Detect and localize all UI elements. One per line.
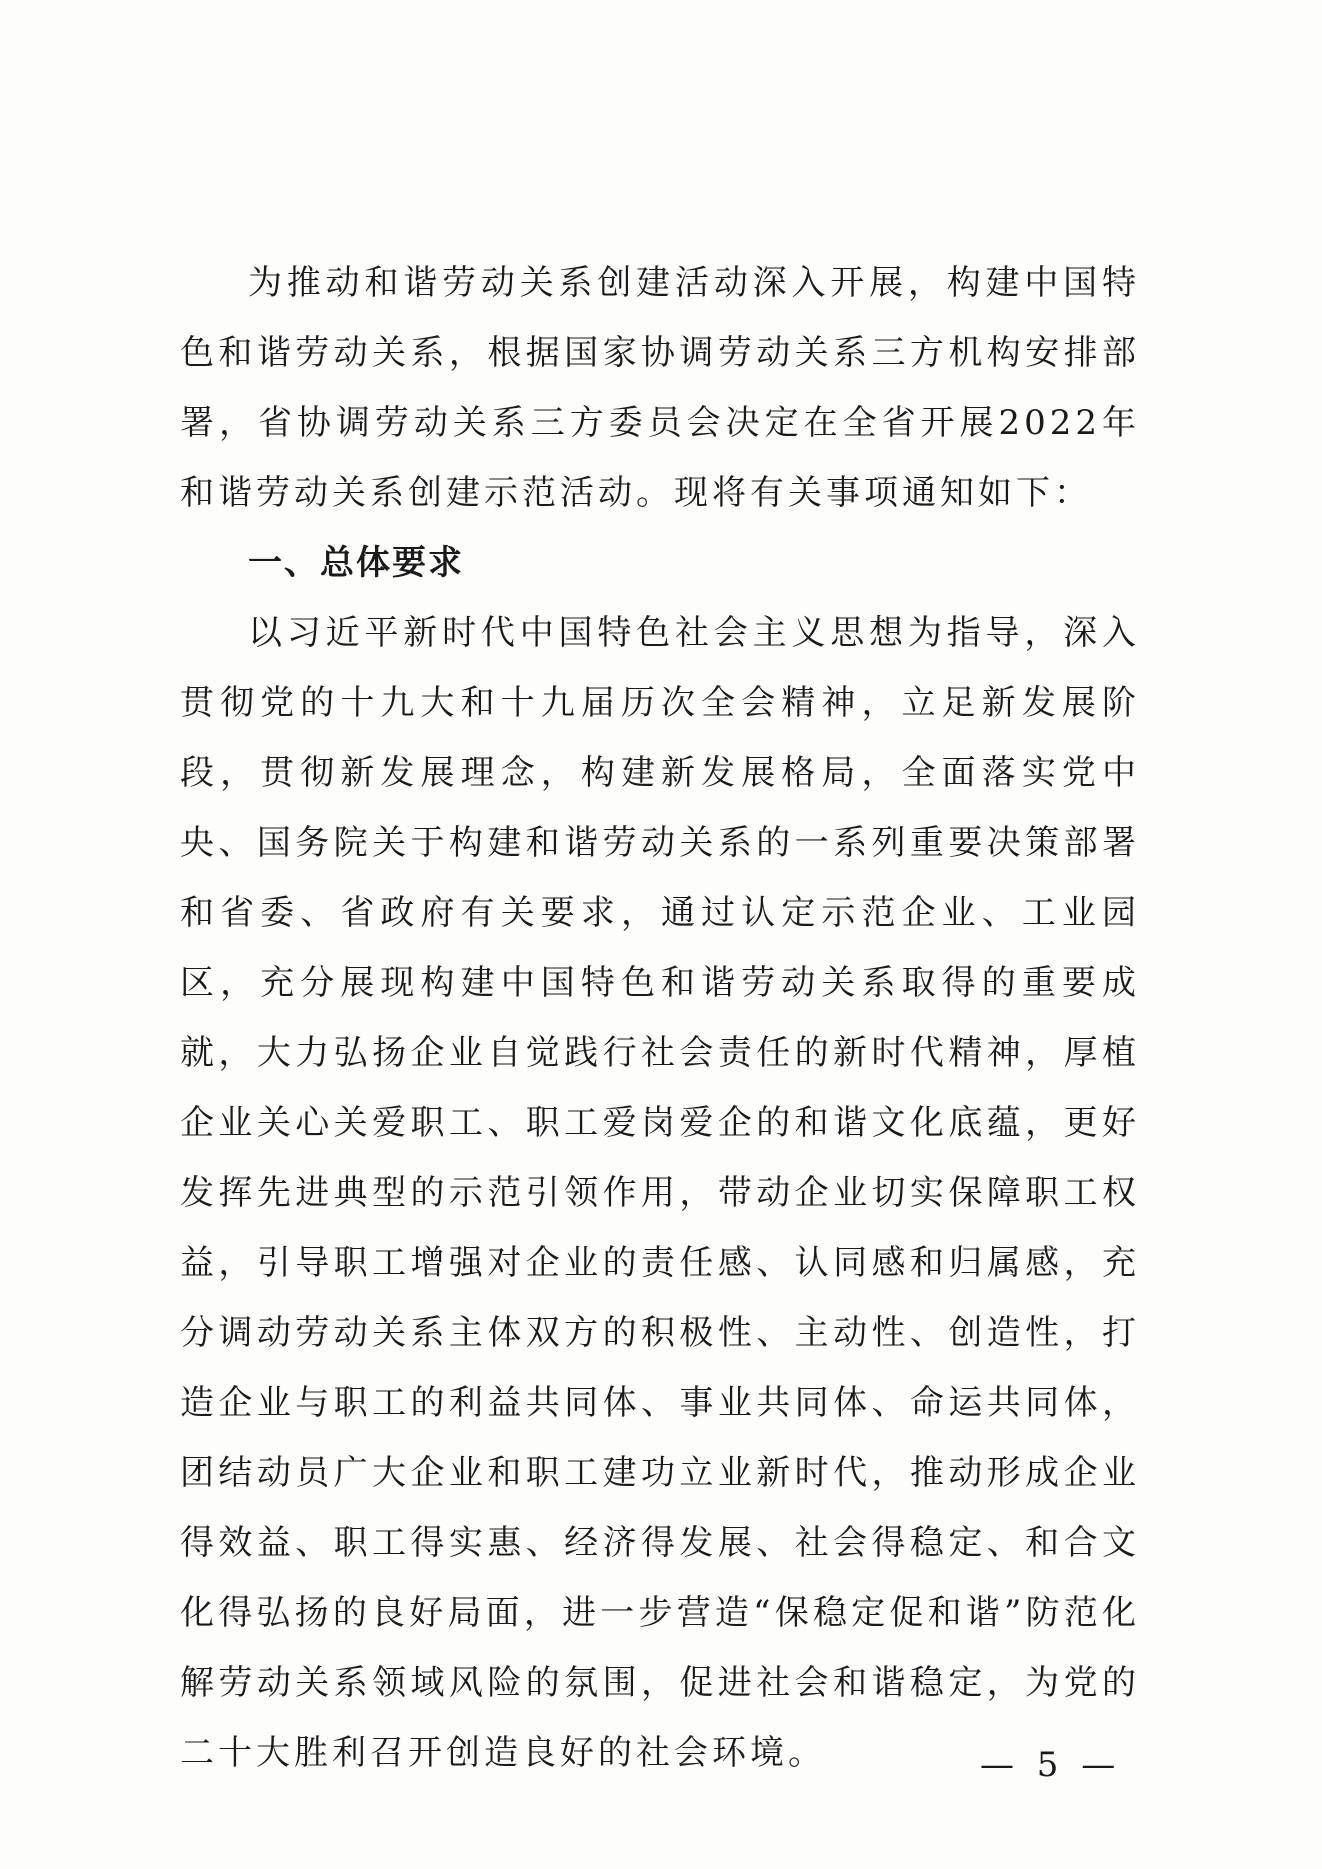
section-paragraph: 以习近平新时代中国特色社会主义思想为指导，深入贯彻党的十九大和十九届历次全会精神，立足新发展阶段，贯彻新发展理念，构建新发展格局，全面落实党中央、国务院关于构建和谐劳动关系的一系列重要决策部署和省委、省政府有关要求，通过认定示范企业、工业园区，充分展现构建中国特色和谐劳动关系取得的重要成就，大力弘扬企业自觉践行社会责任的新时代精神，厚植企业关心关爱职工、职工爱岗爱企的和谐文化底蕴，更好发挥先进典型的示范引领作用，带动企业切实保障职工权益，引导职工增强对企业的责任感、认同感和归属感，充分调动劳动关系主体双方的积极性、主动性、创造性，打造企业与职工的利益共同体、事业共同体、命运共同体，团结动员广大企业和职工建功立业新时代，推动形成企业得效益、职工得实惠、经济得发展、社会得稳定、和合文化得弘扬的良好局面，进一步营造“保稳定促和谐”防范化解劳动关系领域风险的氛围，促进社会和谐稳定，为党的二十大胜利召开创造良好的社会环境。	[180, 613, 1140, 1773]
document-body	[180, 248, 1140, 1788]
intro-paragraph: 为推动和谐劳动关系创建活动深入开展，构建中国特色和谐劳动关系，根据国家协调劳动关系三方机构安排部署，省协调劳动关系三方委员会决定在全省开展2022年和谐劳动关系创建示范活动。现将有关事项通知如下：	[180, 263, 1140, 513]
page-number: — 5 —	[980, 1745, 1122, 1785]
section-heading: 一、总体要求	[248, 543, 464, 583]
